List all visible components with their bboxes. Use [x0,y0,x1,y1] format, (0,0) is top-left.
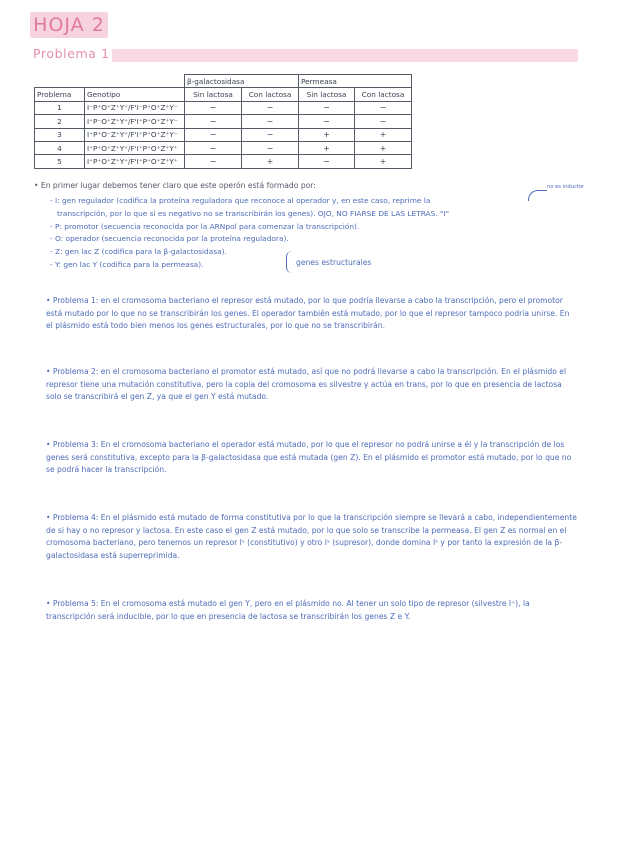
list-item: - Z: gen lac Z (codifica para la β-galactosidasa). [50,247,227,257]
row-number: 1 [35,101,85,114]
row-genotype: I⁺P⁻O⁺Z⁺Y⁺/F'I⁺P⁺O⁺Z⁺Y⁻ [85,115,185,128]
row-genotype: I⁺P⁺O⁺Z⁺Y⁺/F'I⁺P⁺O⁺Z⁺Y⁺ [85,141,185,154]
table-row [35,128,412,141]
group-header-galactosidasa: β-galactosidasa [185,75,299,88]
paragraph-text: • Problema 5: En el cromosoma está mutado el gen Y, pero en el plásmido no. Al tener un solo tipo de represor (silvestre I⁺), la transcripción será inducible, por lo que en presencia de lactosa se transcribirán los genes Z e Y. [46,599,530,621]
col-header-sin-lactosa: Sin lactosa [185,88,242,101]
paragraph-problema-2 [46,366,578,404]
paragraph-problema-1 [46,295,578,333]
cell-result: − [185,101,242,114]
table-row [35,155,412,168]
cell-result: − [185,155,242,168]
cell-result: + [355,155,412,168]
table-header-row [35,88,412,101]
row-number: 4 [35,141,85,154]
paragraph-problema-4 [46,512,578,562]
col-header-genotipo: Genotipo [85,88,185,101]
paragraph-text: • Problema 4: En el plásmido está mutado de forma constitutiva por lo que la transcripción siempre se llevará a cabo, independientemente de si hay o no represor y lactosa. En este caso el gen Z está mutado, por lo que solo se transcribe la permeasa. El gen Z es normal en el cromosoma bacteriano, pero tenemos un represor Iˢ (constitutivo) y otro Iˢ (supresor), donde domina Iˢ y por tanto la expresión de la β-galactosidasa está superreprimida. [46,513,577,560]
cell-result: + [355,128,412,141]
cell-result: − [355,115,412,128]
cell-result: − [242,101,299,114]
cell-result: − [355,101,412,114]
cell-result: − [299,101,355,114]
cell-result: − [185,115,242,128]
intro-text: • En primer lugar debemos tener claro que este operón está formado por: [34,181,316,190]
brace-label: genes estructurales [296,258,372,267]
cell-result: − [242,128,299,141]
paragraph-problema-3 [46,439,578,477]
cell-result: − [185,128,242,141]
margin-note: no es inductor [547,184,585,190]
list-item: - P: promotor (secuencia reconocida por la ARNpol para comenzar la transcripción). [50,221,360,231]
table-row [35,115,412,128]
list-item: - Y: gen lac Y (codifica para la permeasa). [50,259,204,269]
col-header-con-lactosa: Con lactosa [355,88,412,101]
table-row [35,101,412,114]
row-number: 2 [35,115,85,128]
paragraph-text: • Problema 1: en el cromosoma bacteriano el represor está mutado, por lo que podría llevarse a cabo la transcripción, pero el promotor está mutado por lo que no se transcribirán los genes. El operador también está mutado, por lo que el represor tampoco podría unirse. En el plásmido está todo bien menos los genes estructurales, por lo que no se transcribirán. [46,296,570,330]
problem-heading: Problema 1 [33,46,110,61]
paragraph-problema-5 [46,598,578,623]
cell-result: + [299,141,355,154]
cell-result: − [185,141,242,154]
paragraph-text: • Problema 3: En el cromosoma bacteriano el operador está mutado, por lo que el represor no podrá unirse a él y la transcripción de los genes será constitutiva, excepto para la β-galactosidasa que está mutada (gen Z). En el plásmido el promotor está mutado, por lo que no se podrá hacer la transcripción. [46,440,572,474]
row-number: 5 [35,155,85,168]
list-item: - I: gen regulador (codifica la proteína reguladora que reconoce al operador y, en este caso, reprime la [50,196,431,205]
cell-result: + [242,155,299,168]
table-row [35,141,412,154]
heading-highlight-bar [112,49,578,62]
row-genotype: I⁻P⁺O⁺Z⁺Y⁺/F'I⁻P⁺O⁺Z⁺Y⁻ [85,101,185,114]
paragraph-text: • Problema 2: en el cromosoma bacteriano el promotor está mutado, así que no podrá llevarse a cabo la transcripción. En el plásmido el represor tiene una mutación constitutiva, pero la copia del cromosoma es silvestre y actúa en trans, por lo que en presencia de lactosa solo se transcribirá el gen Z, ya que el gen Y está mutado. [46,367,567,401]
cell-result: − [299,115,355,128]
cell-result: − [242,141,299,154]
cell-result: ~ [242,115,299,128]
page-title: HOJA 2 [30,12,108,38]
group-header-permeasa: Permeasa [299,75,412,88]
list-item: - O: operador (secuencia reconocida por la proteína reguladora). [50,234,289,244]
table-group-header-row [35,75,412,88]
list-item: transcripción, por lo que si es negativo no se transcribirán los genes). OJO, NO FIARSE DE LAS LETRAS. "I" [57,208,449,218]
cell-result: + [299,128,355,141]
cell-result: − [299,155,355,168]
cell-result: + [355,141,412,154]
row-genotype: I⁺P⁺O⁻Z⁺Y⁺/F'I⁺P⁺O⁺Z⁺Y⁻ [85,128,185,141]
col-header-con-lactosa: Con lactosa [242,88,299,101]
row-genotype: I⁺P⁺O⁺Z⁺Y⁺/F'I⁺P⁺O⁺Z⁺Y⁺ [85,155,185,168]
col-header-problema: Problema [35,88,85,101]
brace-icon [286,251,293,273]
col-header-sin-lactosa: Sin lactosa [299,88,355,101]
genotype-table [34,74,412,169]
row-number: 3 [35,128,85,141]
